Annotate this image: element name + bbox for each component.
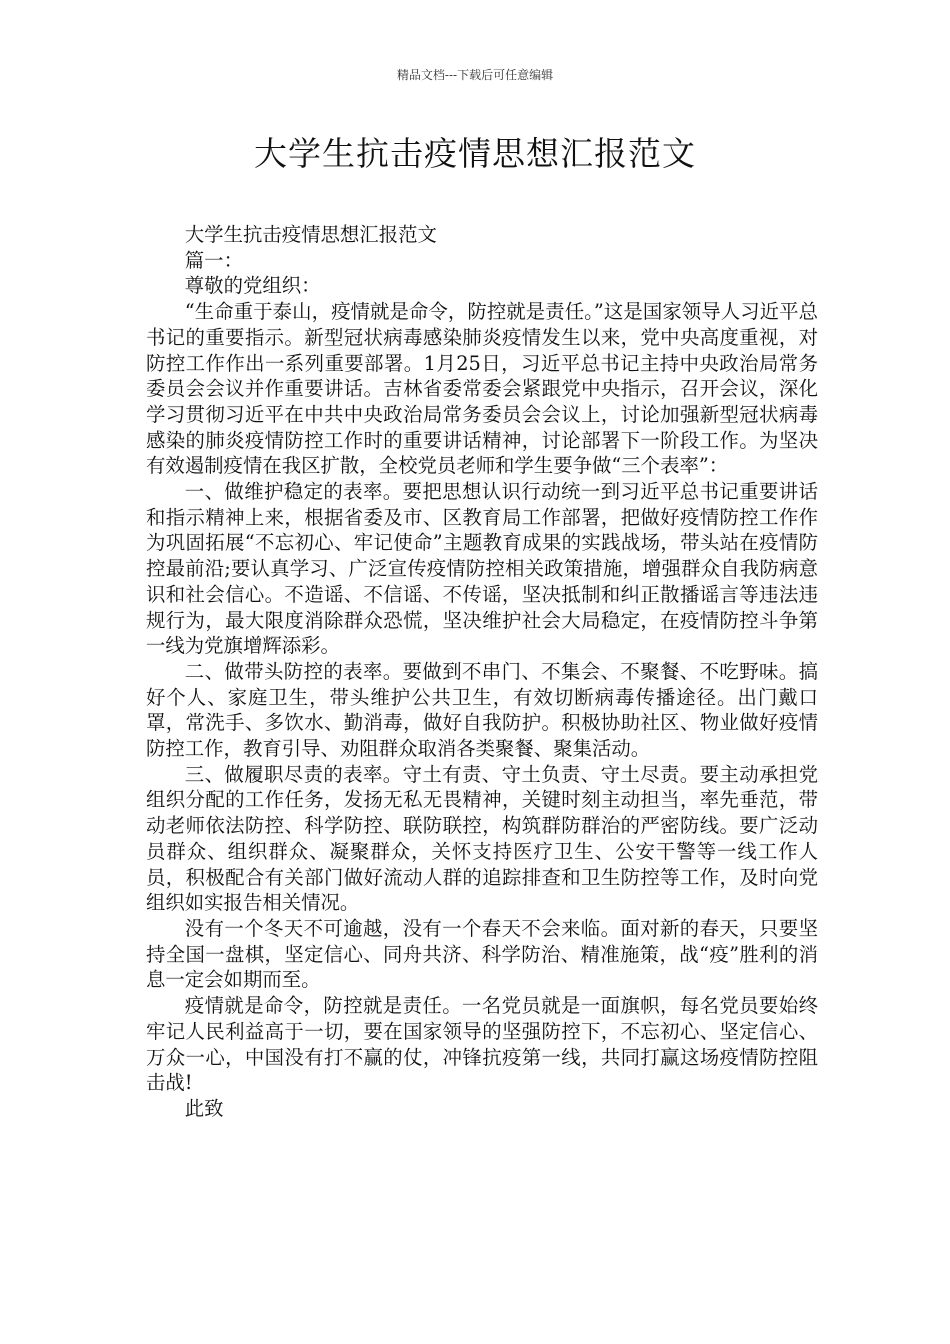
paragraph: 疫情就是命令，防控就是责任。一名党员就是一面旗帜，每名党员要始终牢记人民利益高于一切，要在国家领导的坚强防控下，不忘初心、坚定信心、万众一心，中国没有打不赢的仗，冲锋抗疫第一线，共同打赢这场疫情防控阻击战! <box>146 994 818 1095</box>
header-note: 精品文档---下载后可任意编辑 <box>396 68 554 82</box>
paragraph-section-label: 篇一： <box>184 248 243 272</box>
paragraph: 二、做带头防控的表率。要做到不串门、不集会、不聚餐、不吃野味。搞好个人、家庭卫生，带头维护公共卫生，有效切断病毒传播途径。出门戴口罩，常洗手、多饮水、勤消毒，做好自我防护。积极协助社区、物业做好疫情防控工作，教育引导、劝阻群众取消各类聚餐、聚集活动。 <box>146 659 818 761</box>
page-title: 大学生抗击疫情思想汇报范文 <box>254 134 696 173</box>
document-body <box>146 222 818 1122</box>
paragraph-closing: 此致 <box>184 1096 224 1120</box>
paragraph: “生命重于泰山，疫情就是命令，防控就是责任。”这是国家领导人习近平总书记的重要指示。新型冠状病毒感染肺炎疫情发生以来，党中央高度重视，对防控工作作出一系列重要部署。1月25日，习近平总书记主持中央政治局常务委员会会议并作重要讲话。吉林省委常委会紧跟党中央指示，召开会议，深化学习贯彻习近平在中共中央政治局常务委员会会议上，讨论加强新型冠状病毒感染的肺炎疫情防控工作时的重要讲话精神，讨论部署下一阶段工作。为坚决有效遏制疫情在我区扩散，全校党员老师和学生要争做“三个表率”： <box>146 300 818 478</box>
paragraph: 没有一个冬天不可逾越，没有一个春天不会来临。面对新的春天，只要坚持全国一盘棋，坚定信心、同舟共济、科学防治、精准施策，战“疫”胜利的消息一定会如期而至。 <box>146 916 818 992</box>
paragraph-subtitle: 大学生抗击疫情思想汇报范文 <box>184 223 437 246</box>
paragraph: 一、做维护稳定的表率。要把思想认识行动统一到习近平总书记重要讲话和指示精神上来，根据省委及市、区教育局工作部署，把做好疫情防控工作作为巩固拓展“不忘初心、牢记使命”主题教育成果的实践战场，带头站在疫情防控最前沿;要认真学习、广泛宣传疫情防控相关政策措施，增强群众自我防病意识和社会信心。不造谣、不信谣、不传谣，坚决抵制和纠正散播谣言等违法违规行为，最大限度消除群众恐慌，坚决维护社会大局稳定，在疫情防控斗争第一线为党旗增辉添彩。 <box>146 480 818 658</box>
paragraph: 三、做履职尽责的表率。守土有责、守土负责、守土尽责。要主动承担党组织分配的工作任务，发扬无私无畏精神，关键时刻主动担当，率先垂范，带动老师依法防控、科学防控、联防联控，构筑群防群治的严密防线。要广泛动员群众、组织群众、凝聚群众，关怀支持医疗卫生、公安干警等一线工作人员，积极配合有关部门做好流动人群的追踪排查和卫生防控等工作，及时向党组织如实报告相关情况。 <box>146 762 818 915</box>
paragraph-salutation: 尊敬的党组织： <box>184 274 321 298</box>
